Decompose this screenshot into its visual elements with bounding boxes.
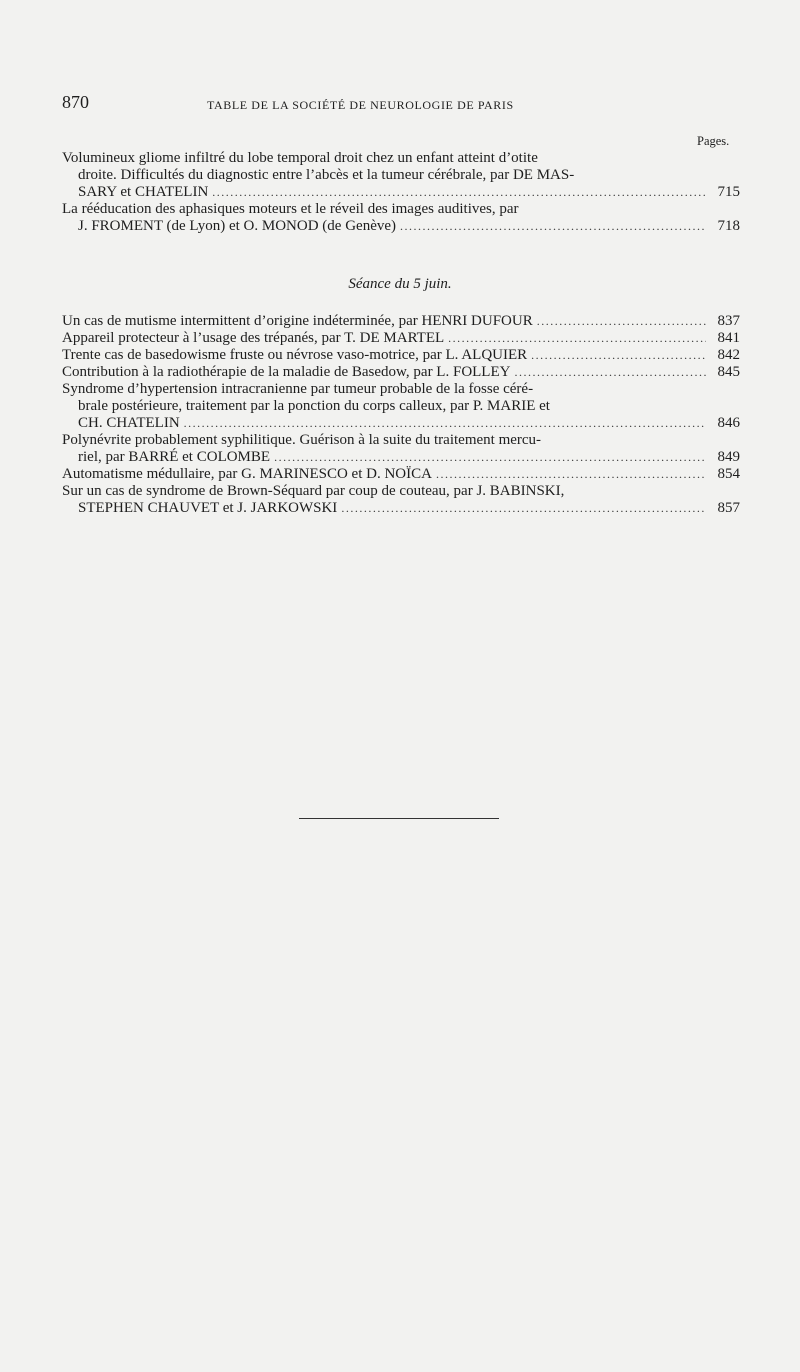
toc-entry bbox=[62, 347, 740, 364]
toc-entry-text: SARY et CHATELIN bbox=[78, 184, 209, 200]
dot-leader bbox=[537, 313, 706, 330]
toc-entry bbox=[62, 201, 740, 235]
toc-entries-group-2 bbox=[62, 313, 740, 517]
toc-entry-page-number: 857 bbox=[717, 500, 740, 516]
running-title: TABLE DE LA SOCIÉTÉ DE NEUROLOGIE DE PARIS bbox=[207, 98, 514, 112]
toc-entry-line: Syndrome d’hypertension intracranienne par tumeur probable de la fosse céré- bbox=[62, 381, 534, 397]
toc-entry bbox=[62, 483, 740, 517]
toc-entry-final-line bbox=[62, 347, 740, 364]
toc-entry-final-line bbox=[62, 500, 740, 517]
toc-entry-line: brale postérieure, traitement par la ponction du corps calleux, par P. MARIE et bbox=[78, 398, 550, 414]
toc-entries-group-1 bbox=[62, 150, 740, 235]
section-divider-rule bbox=[299, 818, 499, 819]
toc-entry-text: CH. CHATELIN bbox=[78, 415, 180, 431]
toc-entry bbox=[62, 381, 740, 432]
dot-leader bbox=[184, 415, 706, 432]
dot-leader bbox=[400, 218, 706, 235]
toc-entry-line: Polynévrite probablement syphilitique. Guérison à la suite du traitement mercu- bbox=[62, 432, 542, 448]
toc-entry-line: droite. Difficultés du diagnostic entre l’abcès et la tumeur cérébrale, par DE MAS- bbox=[78, 167, 575, 183]
toc-entry-page-number: 842 bbox=[717, 347, 740, 363]
dot-leader bbox=[531, 347, 706, 364]
toc-entry-final-line bbox=[62, 313, 740, 330]
toc-entry-text: Contribution à la radiothérapie de la maladie de Basedow, par L. FOLLEY bbox=[62, 364, 511, 380]
session-heading: Séance du 5 juin. bbox=[348, 276, 452, 292]
page-number: 870 bbox=[62, 92, 89, 112]
toc-entry-text: Un cas de mutisme intermittent d’origine indéterminée, par HENRI DUFOUR bbox=[62, 313, 533, 329]
toc-entry-final-line bbox=[62, 449, 740, 466]
toc-entry-line: Sur un cas de syndrome de Brown-Séquard par coup de couteau, par J. BABINSKI, bbox=[62, 483, 565, 499]
toc-entry-page-number: 841 bbox=[717, 330, 740, 346]
dot-leader bbox=[274, 449, 706, 466]
toc-entry-page-number: 846 bbox=[717, 415, 740, 431]
toc-entry-final-line bbox=[62, 466, 740, 483]
toc-entry-text: J. FROMENT (de Lyon) et O. MONOD (de Genève) bbox=[78, 218, 397, 234]
toc-entry-final-line bbox=[62, 364, 740, 381]
dot-leader bbox=[514, 364, 706, 381]
toc-entry-text: riel, par BARRÉ et COLOMBE bbox=[78, 449, 271, 465]
toc-entry bbox=[62, 330, 740, 347]
toc-entry-page-number: 837 bbox=[717, 313, 740, 329]
dot-leader bbox=[448, 330, 706, 347]
toc-entry-final-line bbox=[62, 415, 740, 432]
toc-entry-final-line bbox=[62, 330, 740, 347]
toc-entry-page-number: 854 bbox=[717, 466, 740, 482]
dot-leader bbox=[341, 500, 706, 517]
toc-entry-text: Trente cas de basedowisme fruste ou névrose vaso-motrice, par L. ALQUIER bbox=[62, 347, 528, 363]
toc-entry-final-line bbox=[62, 184, 740, 201]
toc-entry-final-line bbox=[62, 218, 740, 235]
pages-column-label: Pages. bbox=[697, 134, 730, 148]
dot-leader bbox=[212, 184, 706, 201]
toc-entry-line: La rééducation des aphasiques moteurs et le réveil des images auditives, par bbox=[62, 201, 519, 217]
toc-entry bbox=[62, 150, 740, 201]
toc-entry bbox=[62, 313, 740, 330]
toc-entry bbox=[62, 432, 740, 466]
dot-leader bbox=[436, 466, 706, 483]
toc-entry-text: Appareil protecteur à l’usage des trépanés, par T. DE MARTEL bbox=[62, 330, 445, 346]
toc-entry-line: Volumineux gliome infiltré du lobe temporal droit chez un enfant atteint d’otite bbox=[62, 150, 538, 166]
toc-entry-page-number: 849 bbox=[717, 449, 740, 465]
toc-entry-page-number: 718 bbox=[717, 218, 740, 234]
toc-entry-text: STEPHEN CHAUVET et J. JARKOWSKI bbox=[78, 500, 338, 516]
toc-entry-page-number: 715 bbox=[717, 184, 740, 200]
toc-entry bbox=[62, 364, 740, 381]
toc-entry bbox=[62, 466, 740, 483]
toc-entry-text: Automatisme médullaire, par G. MARINESCO et D. NOÏCA bbox=[62, 466, 432, 482]
page-header bbox=[62, 92, 742, 116]
toc-entry-page-number: 845 bbox=[717, 364, 740, 380]
